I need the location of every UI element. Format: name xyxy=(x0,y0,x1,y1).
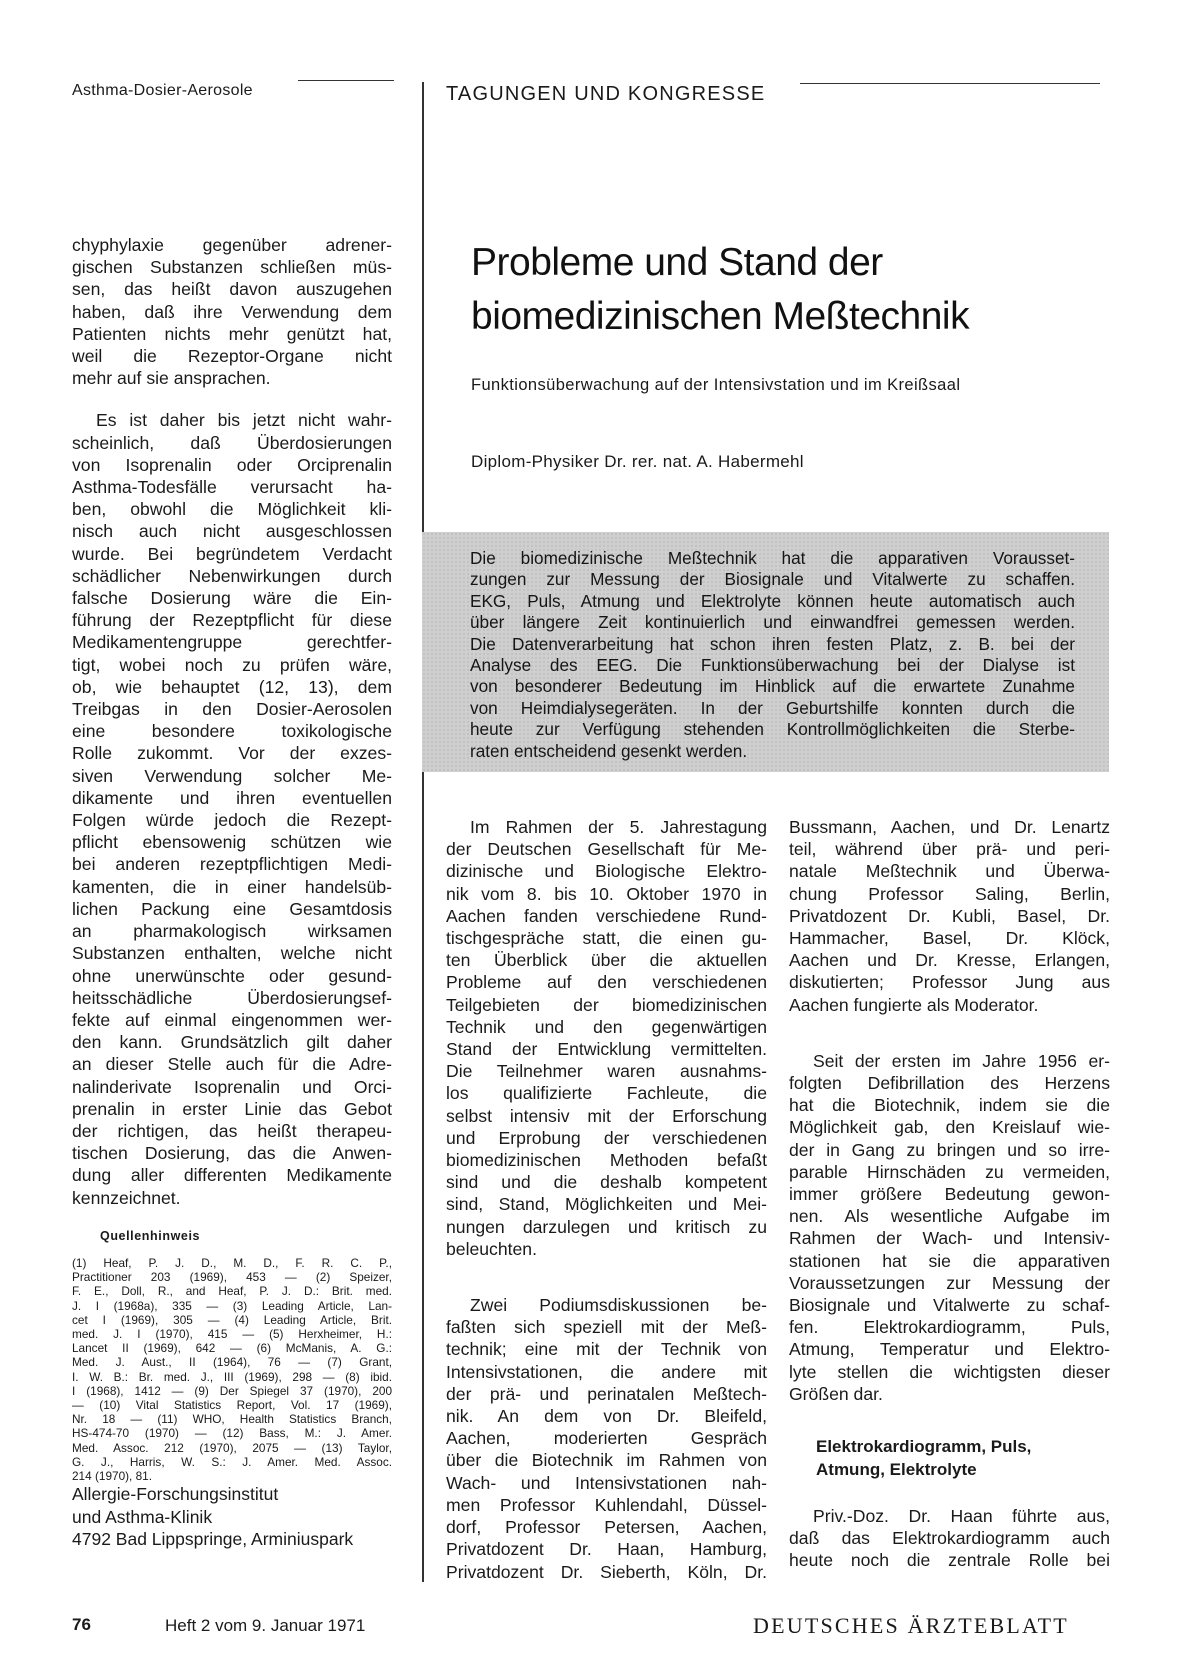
article-title-line-2: biomedizinischen Meßtechnik xyxy=(471,295,970,338)
running-header-left: Asthma-Dosier-Aerosole xyxy=(72,82,253,99)
right-paragraph-2 xyxy=(789,1050,1110,1405)
text-line: Im Rahmen der 5. Jahrestagung xyxy=(470,817,767,837)
text-line: Es ist daher bis jetzt nicht wahr- xyxy=(96,410,392,431)
text-line: dizinische und Biologische Elektro- xyxy=(446,861,767,882)
text-line: — (10) Vital Statistics Report, Vol. 17 (1969), xyxy=(72,1398,392,1413)
text-line: weil die Rezeptor-Organe nicht xyxy=(72,346,392,367)
text-line: Privatdozent Dr. Kubli, Basel, Dr. xyxy=(789,905,1110,926)
text-line: raten entscheidend gesenkt werden. xyxy=(470,740,748,761)
text-line: falsche Dosierung wäre die Ein- xyxy=(72,588,392,609)
text-line: Hammacher, Basel, Dr. Klöck, xyxy=(789,928,1110,949)
text-line: Folgen würde jedoch die Rezept- xyxy=(72,810,392,831)
text-line: Rahmen der Wach- und Intensiv- xyxy=(789,1228,1110,1249)
text-line: J. I (1968a), 335 — (3) Leading Article, Lan- xyxy=(72,1298,392,1313)
text-line: nik vom 8. bis 10. Oktober 1970 in xyxy=(446,883,767,904)
references-heading: Quellenhinweis xyxy=(100,1229,201,1243)
text-line: von besonderer Bedeutung im Hinblick auf die erwartete Zunahme xyxy=(470,676,1075,697)
text-line: Wach- und Intensivstationen nah- xyxy=(446,1472,767,1493)
text-line: fen. Elektrokardiogramm, Puls, xyxy=(789,1317,1110,1338)
text-line: Voraussetzungen zur Messung der xyxy=(789,1272,1110,1293)
right-paragraph-1 xyxy=(789,816,1110,1016)
text-line: ohne unerwünschte oder gesund- xyxy=(72,965,392,986)
text-line: 4792 Bad Lippspringe, Arminiuspark xyxy=(72,1529,354,1549)
middle-column xyxy=(446,816,767,1583)
right-column xyxy=(789,816,1110,1572)
text-line: EKG, Puls, Atmung und Elektrolyte können heute automatisch auch xyxy=(470,590,1075,611)
text-line: Bussmann, Aachen, und Dr. Lenartz xyxy=(789,817,1110,837)
text-line: hat die Biotechnik, indem sie die xyxy=(789,1095,1110,1116)
text-line: nungen darzulegen und kritisch zu xyxy=(446,1216,767,1237)
left-paragraph-1 xyxy=(72,234,392,389)
text-line: HS-474-70 (1970) — (12) Bass, M.: J. Amer. xyxy=(72,1426,392,1441)
text-line: Practitioner 203 (1969), 453 — (2) Speizer, xyxy=(72,1270,392,1285)
text-line: tischen Dosierung, das die Anwen- xyxy=(72,1143,392,1164)
text-line: Atmung, Temperatur und Elektro- xyxy=(789,1339,1110,1360)
text-line: Privatdozent Dr. Sieberth, Köln, Dr. xyxy=(446,1561,767,1582)
text-line: Möglichkeit gab, den Kreislauf wie- xyxy=(789,1117,1110,1138)
abstract-text xyxy=(470,548,1075,762)
header-rule-right xyxy=(800,83,1100,84)
text-line: selbst intensiv mit der Erforschung xyxy=(446,1105,767,1126)
text-line: nen. Als wesentliche Aufgabe im xyxy=(789,1206,1110,1227)
text-line: faßten sich speziell mit der Meß- xyxy=(446,1317,767,1338)
text-line: pflicht ebensowenig schützen wie xyxy=(72,832,392,853)
text-line: sen, das heißt davon auszugehen xyxy=(72,279,392,300)
text-line: Med. J. Aust., II (1964), 76 — (7) Grant, xyxy=(72,1355,392,1370)
text-line: I (1968), 1412 — (9) Der Spiegel 37 (1970), 200 xyxy=(72,1383,392,1398)
text-line: chung Professor Saling, Berlin, xyxy=(789,883,1110,904)
text-line: Treibgas in den Dosier-Aerosolen xyxy=(72,699,392,720)
text-line: von Heimdialysegeräten. In der Geburtshilfe konnten durch die xyxy=(470,697,1075,718)
text-line: der richtigen, das heißt therapeu- xyxy=(72,1120,392,1141)
text-line: über die Biotechnik im Rahmen von xyxy=(446,1450,767,1471)
text-line: und Asthma-Klinik xyxy=(72,1506,213,1527)
text-line: nik. An dem von Dr. Bleifeld, xyxy=(446,1406,767,1427)
text-line: folgten Defibrillation des Herzens xyxy=(789,1073,1110,1094)
text-line: Med. Assoc. 212 (1970), 2075 — (13) Taylor, xyxy=(72,1440,392,1455)
text-line: haben, daß ihre Verwendung dem xyxy=(72,301,392,322)
text-line: Die Teilnehmer waren ausnahms- xyxy=(446,1061,767,1082)
page-number: 76 xyxy=(72,1615,91,1634)
references-list xyxy=(72,1256,392,1483)
text-line: kennzeichnet. xyxy=(72,1187,181,1208)
text-line: Seit der ersten im Jahre 1956 er- xyxy=(813,1050,1110,1071)
text-line: Allergie-Forschungsinstitut xyxy=(72,1484,279,1504)
text-line: Größen dar. xyxy=(789,1383,883,1404)
text-line: wurde. Bei begründetem Verdacht xyxy=(72,543,392,564)
text-line: Patienten nichts mehr genützt hat, xyxy=(72,323,392,344)
text-line: gischen Substanzen schließen müs- xyxy=(72,257,392,278)
magazine-name: DEUTSCHES ÄRZTEBLATT xyxy=(753,1613,1069,1638)
section-header: TAGUNGEN UND KONGRESSE xyxy=(446,83,766,105)
text-line: Aachen und Dr. Kresse, Erlangen, xyxy=(789,950,1110,971)
text-line: Privatdozent Dr. Haan, Hamburg, xyxy=(446,1539,767,1560)
text-line: los qualifizierte Fachleute, die xyxy=(446,1083,767,1104)
text-line: den kann. Grundsätzlich gilt daher xyxy=(72,1032,392,1053)
text-line: Analyse des EEG. Die Funktionsüberwachung bei der Dialyse ist xyxy=(470,655,1075,676)
text-line: Lancet II (1969), 642 — (6) McManis, A. G.: xyxy=(72,1341,392,1356)
text-line: an dieser Stelle auch für die Adre- xyxy=(72,1054,392,1075)
text-line: Nr. 18 — (11) WHO, Health Statistics Branch, xyxy=(72,1412,392,1427)
text-line: lyte stellen die wichtigsten dieser xyxy=(789,1361,1110,1382)
text-line: Probleme auf den verschiedenen xyxy=(446,972,767,993)
text-line: und Erprobung der verschiedenen xyxy=(446,1127,767,1148)
text-line: Die Datenverarbeitung hat schon ihren festen Platz, z. B. bei der xyxy=(470,633,1075,654)
text-line: schädlicher Nebenwirkungen durch xyxy=(72,565,392,586)
text-line: zungen zur Messung der Biosignale und Vitalwerte zu schaffen. xyxy=(470,569,1075,590)
text-line: biomedizinischen Methoden befaßt xyxy=(446,1150,767,1171)
text-line: 214 (1970), 81. xyxy=(72,1469,153,1484)
text-line: über längere Zeit kontinuierlich und einwandfrei gemessen werden. xyxy=(470,612,1075,633)
text-line: parable Hirnschäden zu vermeiden, xyxy=(789,1161,1110,1182)
text-line: ob, wie behauptet (12, 13), dem xyxy=(72,676,392,697)
text-line: ten Überblick über die aktuellen xyxy=(446,950,767,971)
text-line: Aachen fungierte als Moderator. xyxy=(789,994,1039,1015)
text-line: Substanzen enthalten, welche nicht xyxy=(72,943,392,964)
text-line: tischgespräche statt, die einen gu- xyxy=(446,928,767,949)
text-line: tigt, wobei noch zu prüfen wäre, xyxy=(72,654,392,675)
text-line: kamenten, die in einer handelsüb- xyxy=(72,876,392,897)
text-line: immer größere Bedeutung gewon- xyxy=(789,1184,1110,1205)
section-subheading xyxy=(816,1435,1110,1481)
text-line: der prä- und perinatalen Meßtech- xyxy=(446,1383,767,1404)
header-rule-left xyxy=(298,80,394,81)
subheading-line-2: Atmung, Elektrolyte xyxy=(816,1460,977,1480)
text-line: F. E., Doll, R., and Heaf, P. J. D.: Brit. med. xyxy=(72,1284,392,1299)
text-line: (1) Heaf, P. J. D., M. D., F. R. C. P., xyxy=(72,1256,392,1270)
text-line: siven Verwendung solcher Me- xyxy=(72,765,392,786)
text-line: men Professor Kuhlendahl, Düssel- xyxy=(446,1494,767,1515)
text-line: sind, Stand, Möglichkeiten und Mei- xyxy=(446,1194,767,1215)
text-line: heitsschädliche Überdosierungsef- xyxy=(72,987,392,1008)
left-column xyxy=(72,234,392,1229)
text-line: Zwei Podiumsdiskussionen be- xyxy=(470,1295,767,1316)
right-paragraph-3 xyxy=(789,1505,1110,1572)
text-line: natale Meßtechnik und Überwa- xyxy=(789,861,1110,882)
text-line: dorf, Professor Petersen, Aachen, xyxy=(446,1517,767,1538)
text-line: chyphylaxie gegenüber adrener- xyxy=(72,235,392,255)
text-line: teil, während über prä- und peri- xyxy=(789,839,1110,860)
text-line: Rolle zukommt. Vor der exzes- xyxy=(72,743,392,764)
text-line: diskutierten; Professor Jung aus xyxy=(789,972,1110,993)
text-line: fekte auf einmal eingenommen wer- xyxy=(72,1009,392,1030)
article-subtitle: Funktionsüberwachung auf der Intensivstation und im Kreißsaal xyxy=(471,376,961,394)
issue-info: Heft 2 vom 9. Januar 1971 xyxy=(165,1616,366,1635)
text-line: technik; eine mit der Technik von xyxy=(446,1339,767,1360)
text-line: cet I (1969), 305 — (4) Leading Article, Brit. xyxy=(72,1312,392,1327)
left-paragraph-2 xyxy=(72,409,392,1208)
text-line: Medikamentengruppe gerechtfer- xyxy=(72,632,392,653)
text-line: stationen hat sie die apparativen xyxy=(789,1250,1110,1271)
text-line: G. J., Harris, W. S.: J. Amer. Med. Assoc. xyxy=(72,1454,392,1469)
text-line: Asthma-Todesfälle verursacht ha- xyxy=(72,477,392,498)
text-line: dung aller differenten Medikamente xyxy=(72,1165,392,1186)
text-line: an pharmakologisch wirksamen xyxy=(72,921,392,942)
article-title-line-1: Probleme und Stand der xyxy=(471,241,883,284)
text-line: Biosignale und Vitalwerte zu schaf- xyxy=(789,1295,1110,1316)
mid-paragraph-1 xyxy=(446,816,767,1260)
text-line: med. J. I (1970), 415 — (5) Herxheimer, H.: xyxy=(72,1327,392,1342)
text-line: Teilgebieten der biomedizinischen xyxy=(446,994,767,1015)
text-line: Die biomedizinische Meßtechnik hat die apparativen Vorausset- xyxy=(470,548,1075,568)
column-divider xyxy=(422,82,424,1582)
text-line: lichen Packung eine Gesamtdosis xyxy=(72,898,392,919)
subheading-line-1: Elektrokardiogramm, Puls, xyxy=(816,1437,1032,1457)
text-line: sind und die deshalb kompetent xyxy=(446,1172,767,1193)
text-line: der Deutschen Gesellschaft für Me- xyxy=(446,839,767,860)
text-line: I. W. B.: Br. med. J., III (1969), 298 — (8) ibid. xyxy=(72,1369,392,1384)
text-line: Stand der Entwicklung vermittelten. xyxy=(446,1039,767,1060)
text-line: der in Gang zu bringen und so irre- xyxy=(789,1139,1110,1160)
text-line: heute zur Verfügung stehenden Kontrollmöglichkeiten die Sterbe- xyxy=(470,719,1075,740)
text-line: Intensivstationen, die andere mit xyxy=(446,1361,767,1382)
text-line: Aachen, moderierten Gespräch xyxy=(446,1428,767,1449)
text-line: beleuchten. xyxy=(446,1238,537,1259)
text-line: ben, obwohl die Möglichkeit kli- xyxy=(72,499,392,520)
text-line: daß das Elektrokardiogramm auch xyxy=(789,1528,1110,1549)
mid-paragraph-2 xyxy=(446,1294,767,1583)
text-line: scheinlich, daß Überdosierungen xyxy=(72,432,392,453)
text-line: prenalin in erster Linie das Gebot xyxy=(72,1098,392,1119)
institution-address xyxy=(72,1483,353,1551)
text-line: nalinderivate Isoprenalin und Orci- xyxy=(72,1076,392,1097)
text-line: dikamente und ihren eventuellen xyxy=(72,787,392,808)
text-line: führung der Rezeptpflicht für diese xyxy=(72,610,392,631)
text-line: Technik und den gegenwärtigen xyxy=(446,1016,767,1037)
text-line: mehr auf sie ansprachen. xyxy=(72,368,271,389)
text-line: nisch auch nicht ausgeschlossen xyxy=(72,521,392,542)
text-line: heute noch die zentrale Rolle bei xyxy=(789,1550,1110,1571)
text-line: Priv.-Doz. Dr. Haan führte aus, xyxy=(813,1506,1110,1527)
text-line: von Isoprenalin oder Orciprenalin xyxy=(72,454,392,475)
text-line: eine besondere toxikologische xyxy=(72,721,392,742)
article-title xyxy=(471,236,1111,344)
text-line: bei anderen rezeptpflichtigen Medi- xyxy=(72,854,392,875)
article-author: Diplom-Physiker Dr. rer. nat. A. Habermehl xyxy=(471,452,804,471)
text-line: Aachen fanden verschiedene Rund- xyxy=(446,905,767,926)
